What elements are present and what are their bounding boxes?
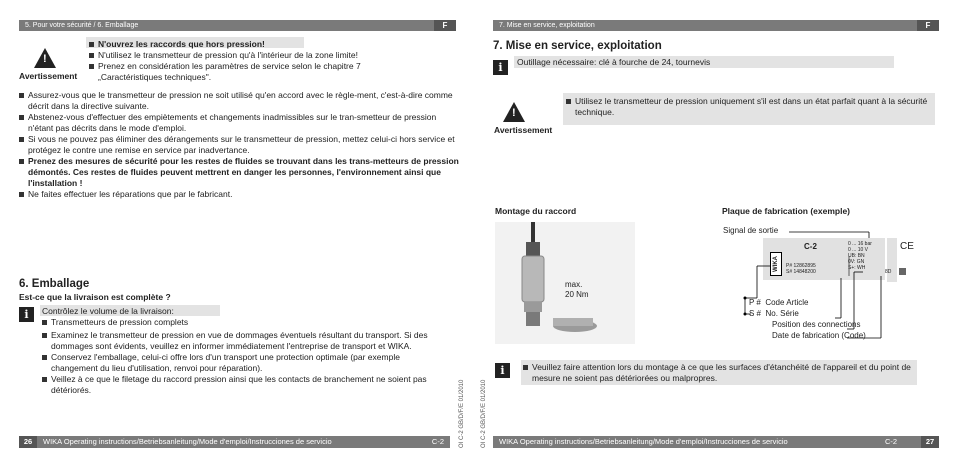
plate-p-number: P# 12862895 <box>786 263 816 269</box>
legend-item: Position des connections <box>772 320 861 329</box>
warning-icon: ! <box>34 48 56 68</box>
nameplate-diagram <box>717 226 942 346</box>
page-number: 27 <box>921 436 939 448</box>
language-tag: F <box>434 20 456 31</box>
warning-item: Utilisez le transmetteur de pression uniquement s'il est dans un état parfait quant à la sécurité technique. <box>566 96 931 118</box>
torque-line: max. <box>565 280 583 289</box>
plate-serials <box>786 263 816 275</box>
ce-mark: CE <box>900 241 914 252</box>
note-item: Veuillez faire attention lors du montage à ce que les surfaces d'étanchéité de l'appareil et du point de mesure ne soient pas détériorées ou malpropres. <box>523 362 915 384</box>
page-header <box>493 20 939 31</box>
warning-item: N'ouvrez les raccords que hors pression! <box>89 39 444 50</box>
page-number: 26 <box>19 436 37 448</box>
info-item: Transmetteurs de pression complets <box>42 317 447 328</box>
legend-item: No. Série <box>765 309 799 318</box>
plate-range: 0 ... 16 bar <box>848 241 872 247</box>
page-footer <box>19 436 450 448</box>
plate-pin: 0V: GN <box>848 259 865 265</box>
datamatrix-icon <box>899 268 906 275</box>
info-icon: i <box>19 307 34 322</box>
plate-ranges <box>848 241 872 271</box>
page-header <box>19 20 456 31</box>
delivery-check <box>42 306 447 396</box>
plate-pin: S+: WH <box>848 265 866 271</box>
info-icon: i <box>495 363 510 378</box>
safety-list <box>19 90 459 200</box>
warning-item: Prenez en considération les paramètres de service selon le chapitre 7 „Caractéristiques techniques". <box>89 61 399 83</box>
header-title: 5. Pour votre sécurité / 6. Emballage <box>25 22 139 29</box>
plate-range: 0 ... 10 V <box>848 247 869 253</box>
section-title: 6. Emballage <box>19 278 90 290</box>
legend-item: Date de fabrication (Code) <box>772 331 866 340</box>
header-title: 7. Mise en service, exploitation <box>499 22 595 29</box>
safety-item: Ne faites effectuer les réparations que par le fabricant. <box>19 189 459 200</box>
language-tag: F <box>917 20 939 31</box>
document-id: OI C-2 GB/D/F/E 01/2010 <box>481 379 487 448</box>
pack-item: Conservez l'emballage, celui-ci offre lors d'un transport une protection optimale (par exemple changement du lieu d'utilisation, renvoi pour réparation). <box>42 352 447 374</box>
plate-title: Plaque de fabrication (exemple) <box>722 206 851 216</box>
document-id: OI C-2 GB/D/F/E 01/2010 <box>459 379 465 448</box>
plate-legend <box>749 297 866 341</box>
plate-pin: UB: BN <box>848 253 865 259</box>
legend-prefix: S # <box>749 309 762 318</box>
warning-text <box>566 96 931 118</box>
plate-s-number: S# 14848200 <box>786 269 816 275</box>
warning-label: Avertissement <box>19 71 78 81</box>
safety-item: Si vous ne pouvez pas éliminer des dérangements sur le transmetteur de pression, mettez celui-ci hors service et protégez le contre une remise en service par inadvertance. <box>19 134 459 156</box>
mounting-note <box>523 362 915 384</box>
right-page <box>477 0 954 471</box>
safety-item: Prenez des mesures de sécurité pour les restes de fluides se trouvant dans les trans-metteurs de pression démontés. Ces restes de fluides peuvent mettrent en danger les personnes, l'environnement ainsi que l'installation ! <box>19 156 459 189</box>
info-icon: i <box>493 60 508 75</box>
safety-item: Assurez-vous que le transmetteur de pression ne soit utilisé qu'en accord avec le règle-ment, c'est-à-dire comme décrit dans la directive suivante. <box>19 90 459 112</box>
section-subtitle: Est-ce que la livraison est complète ? <box>19 292 171 302</box>
safety-item: Abstenez-vous d'effectuer des empiètements et changements inadmissibles sur le tran-smetteur de pression n'étant pas décrits dans le mode d'emploi. <box>19 112 459 134</box>
pack-item: Examinez le transmetteur de pression en vue de dommages éventuels résultant du transport. Si des dommages sont évidents, veuillez en informer immédiatement l'entreprise de transport et WIKA. <box>42 330 447 352</box>
pack-item: Veillez à ce que le filetage du raccord pression ainsi que les contacts de branchement ne soient pas détériorés. <box>42 374 447 396</box>
section-title: 7. Mise en service, exploitation <box>493 40 662 52</box>
torque-label <box>565 280 589 300</box>
legend-prefix: P # <box>749 298 761 307</box>
warning-list <box>89 39 444 83</box>
wika-logo: WIKA <box>770 252 782 276</box>
mount-title: Montage du raccord <box>495 206 577 216</box>
signal-label: Signal de sortie <box>723 226 779 235</box>
footer-text: WIKA Operating instructions/Betriebsanleitung/Mode d'emploi/Instrucciones de servicio <box>43 437 332 446</box>
warning-icon: ! <box>503 102 525 122</box>
warning-label: Avertissement <box>494 125 553 135</box>
warning-item: N'utilisez le transmetteur de pression qu'à l'intérieur de la zone limite! <box>89 50 444 61</box>
info-intro: Contrôlez le volume de la livraison: <box>42 306 174 316</box>
plate-model: C-2 <box>804 242 817 251</box>
footer-model: C-2 <box>431 437 444 446</box>
mounting-photo <box>495 222 635 344</box>
footer-text: WIKA Operating instructions/Betriebsanleitung/Mode d'emploi/Instrucciones de servicio <box>499 437 788 446</box>
legend-item: Code Article <box>765 298 809 307</box>
torque-line: 20 Nm <box>565 290 589 299</box>
date-code: 8D <box>885 269 892 275</box>
footer-model: C-2 <box>885 437 898 446</box>
tools-text: Outillage nécessaire: clé à fourche de 24, tournevis <box>517 57 711 67</box>
page-footer <box>493 436 939 448</box>
